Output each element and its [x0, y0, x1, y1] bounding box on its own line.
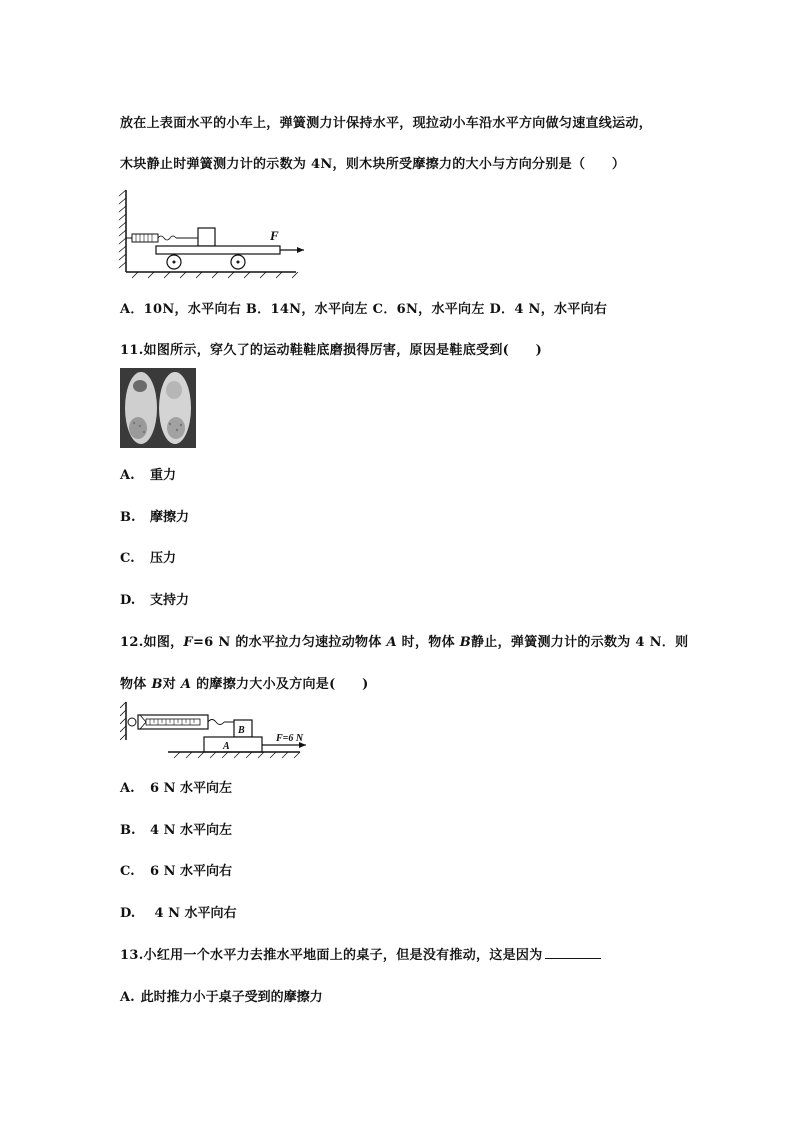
q12-stem2-B: B [151, 677, 163, 692]
q12-option-d [120, 902, 237, 921]
q13-stem [120, 944, 601, 963]
q12-option-a-label: A. [120, 781, 135, 796]
q11-option-c-text: 压力 [150, 551, 177, 566]
q12-option-d-label: D. [120, 906, 136, 921]
q12-option-b [120, 819, 232, 838]
q12-stem2-A: A [180, 677, 192, 692]
q11-stem: 11.如图所示，穿久了的运动鞋鞋底磨损得厉害，原因是鞋底受到( ) [120, 343, 543, 358]
q10-cart-figure [118, 188, 308, 280]
q11-option-b [120, 506, 189, 525]
q12-label-A: A [223, 741, 230, 752]
q12-stem2-pre: 物体 [120, 677, 152, 692]
q13-option-a-label: A. [120, 990, 135, 1005]
q11-option-c-label: C. [120, 551, 135, 566]
q11-option-b-label: B. [120, 510, 136, 525]
q10-stem-line1: 放在上表面水平的小车上，弹簧测力计保持水平，现拉动小车沿水平方向做匀速直线运动， [120, 116, 653, 131]
q12-stem-post: 静止，弹簧测力计的示数为 4 N．则 [471, 635, 689, 650]
q12-option-c [120, 860, 232, 879]
q12-option-c-label: C. [120, 864, 135, 879]
q12-option-a [120, 777, 232, 796]
q11-option-a-label: A. [120, 468, 135, 483]
q11-option-a-text: 重力 [150, 468, 177, 483]
q12-stem-A: A [386, 635, 397, 650]
q12-stem-line2 [120, 673, 369, 692]
q11-option-d [120, 589, 189, 608]
q13-stem-text: 13.小红用一个水平力去推水平地面上的桌子，但是没有推动，这是因为 [120, 948, 543, 963]
q13-answer-blank[interactable] [545, 946, 601, 959]
q12-stem-mid1: =6 N 的水平拉力匀速拉动物体 [192, 635, 387, 650]
q12-stem2-mid: 对 [162, 677, 181, 692]
q10-options: A．10N，水平向右 B．14N，水平向左 C．6N，水平向左 D．4 N，水平向右 [120, 302, 608, 317]
q12-option-d-text: 4 N 水平向右 [150, 906, 237, 921]
q13-option-a [120, 986, 323, 1005]
q11-option-a [120, 464, 176, 483]
q10-stem-line2: 木块静止时弹簧测力计的示数为 4N，则木块所受摩擦力的大小与方向分别是（ ） [120, 157, 626, 172]
q12-stem-line1 [120, 631, 688, 650]
q12-option-a-text: 6 N 水平向左 [150, 781, 232, 796]
q13-option-a-text: 此时推力小于桌子受到的摩擦力 [140, 990, 323, 1005]
q11-option-c [120, 547, 176, 566]
q12-blocks-figure [120, 700, 310, 762]
q12-force-label: F=6 N [276, 733, 304, 744]
q12-stem-pre: 12.如图， [120, 635, 184, 650]
q10-force-label: F [270, 228, 279, 243]
q12-stem-mid2: 时，物体 [396, 635, 460, 650]
q12-stem-B: B [459, 635, 471, 650]
q11-option-b-text: 摩擦力 [150, 510, 190, 525]
q11-option-d-text: 支持力 [150, 593, 190, 608]
q12-option-c-text: 6 N 水平向右 [150, 864, 232, 879]
q12-option-b-text: 4 N 水平向左 [150, 823, 232, 838]
q12-stem-F: F [183, 635, 193, 650]
q11-option-d-label: D. [120, 593, 136, 608]
worn-shoe-soles-photo [120, 368, 196, 448]
q12-option-b-label: B. [120, 823, 136, 838]
q12-label-B: B [238, 725, 245, 736]
q12-stem2-post: 的摩擦力大小及方向是( ) [191, 677, 369, 692]
